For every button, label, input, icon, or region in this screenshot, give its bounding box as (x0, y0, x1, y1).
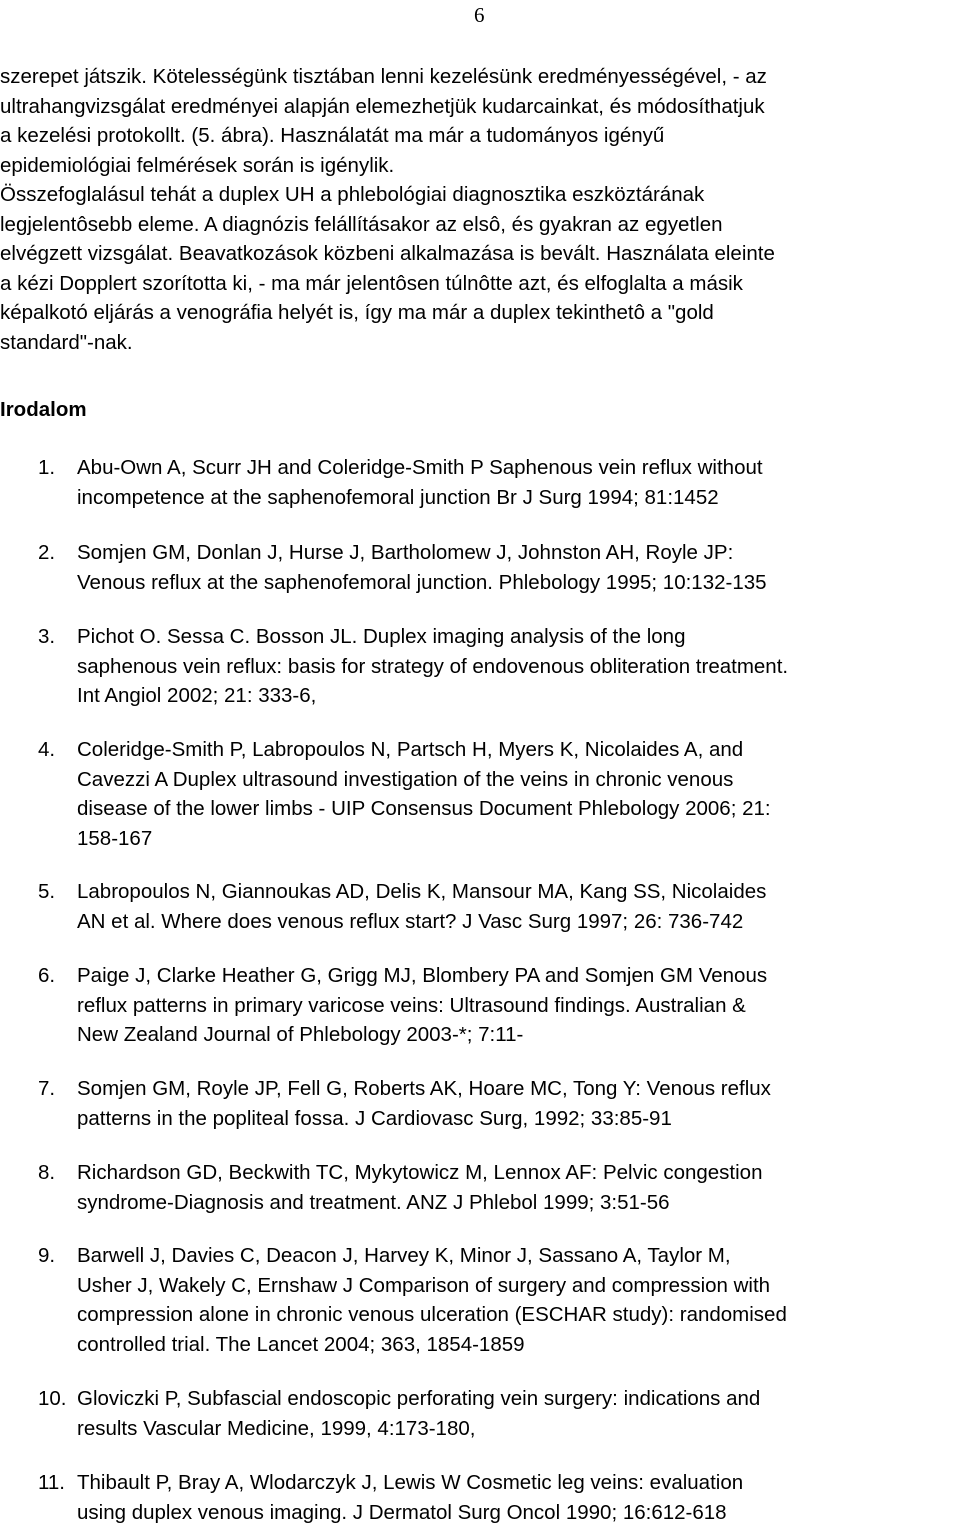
reference-number: 1. (38, 456, 56, 479)
reference-line: using duplex venous imaging. J Dermatol Surg Oncol 1990; 16:612-618 (77, 1500, 727, 1524)
reference-number: 3. (38, 625, 56, 648)
reference-line: Pichot O. Sessa C. Bosson JL. Duplex imaging analysis of the long (77, 625, 686, 648)
reference-text (77, 961, 767, 1050)
paragraph-line: a kézi Dopplert szorította ki, - ma már jelentôsen túlnôtte azt, és elfoglalta a másik (0, 271, 743, 295)
reference-line: Cavezzi A Duplex ultrasound investigation of the veins in chronic venous (77, 767, 734, 791)
paragraph-line: legjelentôsebb eleme. A diagnózis felállításakor az elsô, és gyakran az egyetlen (0, 212, 723, 236)
reference-line: disease of the lower limbs - UIP Consensus Document Phlebology 2006; 21: (77, 797, 771, 820)
paragraph-line: képalkotó eljárás a venográfia helyét is, így ma már a duplex tekinthetô a "gold (0, 301, 714, 324)
reference-line: reflux patterns in primary varicose veins: Ultrasound findings. Australian & (77, 993, 746, 1017)
reference-text (77, 1384, 760, 1443)
reference-line: Paige J, Clarke Heather G, Grigg MJ, Blombery PA and Somjen GM Venous (77, 964, 768, 987)
reference-line: New Zealand Journal of Phlebology 2003-*; 7:11- (77, 1023, 524, 1046)
paragraph-line: ultrahangvizsgálat eredményei alapján elemezhetjük kudarcainkat, és módosíthatjuk (0, 94, 765, 118)
reference-line: results Vascular Medicine, 1999, 4:173-180, (77, 1416, 476, 1440)
paragraph-line: elvégzett vizsgálat. Beavatkozások közbeni alkalmazása is bevált. Használata eleinte (0, 242, 775, 265)
reference-number: 2. (38, 541, 56, 564)
reference-text (77, 735, 771, 853)
reference-number: 11. (38, 1471, 65, 1494)
reference-text (77, 622, 788, 711)
page-number: 6 (474, 3, 485, 27)
reference-line: Usher J, Wakely C, Ernshaw J Comparison of surgery and compression with (77, 1273, 771, 1297)
reference-line: controlled trial. The Lancet 2004; 363, 1854-1859 (77, 1332, 525, 1356)
reference-line: AN et al. Where does venous reflux start? J Vasc Surg 1997; 26: 736-742 (77, 909, 744, 933)
paragraph-line: a kezelési protokollt. (5. ábra). Használatát ma már a tudományos igényű (0, 124, 665, 147)
reference-text (77, 538, 767, 597)
reference-line: saphenous vein reflux: basis for strategy of endovenous obliteration treatment. (77, 654, 789, 678)
reference-line: Somjen GM, Royle JP, Fell G, Roberts AK, Hoare MC, Tong Y: Venous reflux (77, 1077, 771, 1100)
references-heading: Irodalom (0, 398, 87, 421)
reference-number: 8. (38, 1161, 56, 1184)
reference-line: compression alone in chronic venous ulceration (ESCHAR study): randomised (77, 1303, 787, 1326)
reference-text (77, 877, 766, 936)
reference-line: syndrome-Diagnosis and treatment. ANZ J Phlebol 1999; 3:51-56 (77, 1190, 670, 1214)
reference-line: Barwell J, Davies C, Deacon J, Harvey K, Minor J, Sassano A, Taylor M, (77, 1244, 731, 1267)
reference-number: 9. (38, 1244, 56, 1267)
reference-line: patterns in the popliteal fossa. J Cardiovasc Surg, 1992; 33:85-91 (77, 1106, 672, 1130)
paragraph-line: szerepet játszik. Kötelességünk tisztában lenni kezelésünk eredményességével, - az (0, 65, 767, 88)
paragraph-line: Összefoglalásul tehát a duplex UH a phlebológiai diagnosztika eszköztárának (0, 183, 705, 206)
paragraph-line: standard"-nak. (0, 330, 133, 354)
reference-text (77, 1468, 743, 1527)
reference-text (77, 1158, 763, 1217)
reference-number: 5. (38, 880, 56, 903)
body-paragraph (0, 62, 960, 357)
reference-line: Thibault P, Bray A, Wlodarczyk J, Lewis W Cosmetic leg veins: evaluation (77, 1471, 744, 1494)
reference-line: incompetence at the saphenofemoral junction Br J Surg 1994; 81:1452 (77, 485, 719, 509)
paragraph-line: epidemiológiai felmérések során is igénylik. (0, 153, 395, 177)
reference-number: 10. (38, 1387, 67, 1410)
reference-line: Abu-Own A, Scurr JH and Coleridge-Smith P Saphenous vein reflux without (77, 456, 763, 479)
reference-line: Coleridge-Smith P, Labropoulos N, Partsch H, Myers K, Nicolaides A, and (77, 738, 744, 761)
reference-text (77, 453, 763, 512)
reference-line: Richardson GD, Beckwith TC, Mykytowicz M, Lennox AF: Pelvic congestion (77, 1161, 763, 1184)
reference-line: Somjen GM, Donlan J, Hurse J, Bartholomew J, Johnston AH, Royle JP: (77, 541, 734, 564)
reference-text (77, 1241, 787, 1359)
reference-number: 6. (38, 964, 56, 987)
reference-number: 7. (38, 1077, 56, 1100)
reference-line: Int Angiol 2002; 21: 333-6, (77, 684, 317, 707)
reference-text (77, 1074, 771, 1133)
reference-line: Gloviczki P, Subfascial endoscopic perforating vein surgery: indications and (77, 1387, 761, 1410)
reference-line: 158-167 (77, 826, 153, 850)
reference-line: Venous reflux at the saphenofemoral junction. Phlebology 1995; 10:132-135 (77, 570, 767, 594)
reference-line: Labropoulos N, Giannoukas AD, Delis K, Mansour MA, Kang SS, Nicolaides (77, 880, 767, 903)
reference-number: 4. (38, 738, 56, 761)
